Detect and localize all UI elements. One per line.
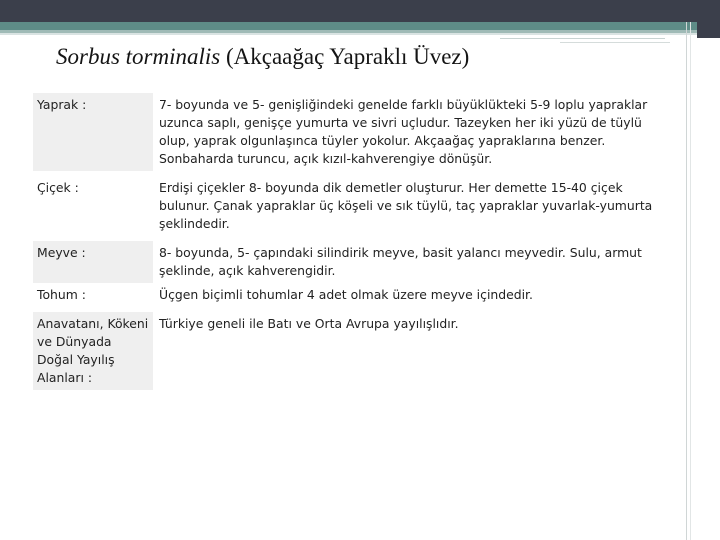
row-label: Yaprak : bbox=[33, 93, 153, 171]
table-row bbox=[33, 312, 665, 390]
decorative-line bbox=[560, 42, 670, 43]
row-label: Tohum : bbox=[37, 287, 86, 302]
table-row bbox=[33, 283, 665, 307]
header-dark-bar bbox=[0, 0, 720, 22]
common-name: (Akçaağaç Yapraklı Üvez) bbox=[225, 44, 470, 69]
latin-name: Sorbus torminalis bbox=[56, 44, 221, 69]
row-label: Anavatanı, Kökeni ve Dünyada Doğal Yayılış Alanları : bbox=[33, 312, 153, 390]
row-value: 8- boyunda, 5- çapındaki silindirik meyve, basit yalancı meyvedir. Sulu, armut şeklinde, açık kahverengidir. bbox=[159, 245, 642, 278]
header-corner-block bbox=[697, 22, 720, 38]
table-row bbox=[33, 176, 665, 236]
row-value: Üçgen biçimli tohumlar 4 adet olmak üzere meyve içindedir. bbox=[159, 287, 533, 302]
right-border-line bbox=[690, 22, 691, 540]
decorative-line bbox=[500, 38, 665, 39]
row-value: Erdişi çiçekler 8- boyunda dik demetler oluşturur. Her demette 15-40 çiçek bulunur. Çanak yapraklar üç köşeli ve sık tüylü, taç yapraklar yuvarlak-yumurta şeklindedir. bbox=[159, 180, 653, 231]
table-row bbox=[33, 241, 665, 283]
row-label: Çiçek : bbox=[37, 180, 79, 195]
table-row bbox=[33, 93, 665, 171]
row-label: Meyve : bbox=[33, 241, 153, 283]
row-value: 7- boyunda ve 5- genişliğindeki genelde farklı büyüklükteki 5-9 loplu yapraklar uzunca saplı, genişçe yumurta ve sivri uçludur. Tazeyken her iki yüzü de tüylü olup, yaprak olgunlaşınca tüyler yokolur. Akçaağaç yapraklarına benzer. Sonbaharda turuncu, açık kızıl-kahverengiye dönüşür. bbox=[159, 97, 648, 166]
species-info-table bbox=[33, 93, 665, 390]
row-value: Türkiye geneli ile Batı ve Orta Avrupa yayılışlıdır. bbox=[159, 316, 459, 331]
right-border-line bbox=[686, 22, 687, 540]
header-divider bbox=[0, 33, 697, 35]
header-teal-bar bbox=[0, 22, 697, 30]
slide-title bbox=[56, 44, 469, 70]
